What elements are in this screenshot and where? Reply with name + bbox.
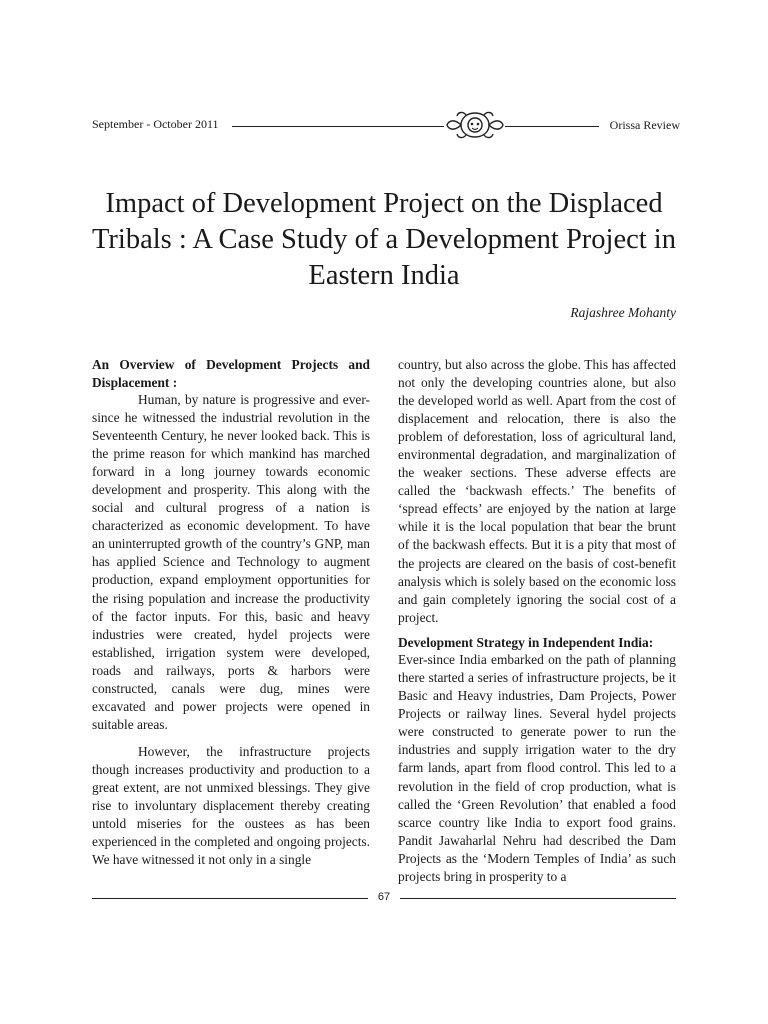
footer-rule-left: [92, 898, 368, 899]
left-column: [92, 356, 370, 869]
page-footer: [92, 890, 676, 908]
body-paragraph: However, the infrastructure projects though increases productivity and production to a great extent, are not unmixed blessings. They give rise to involuntary displacement thereby creating untold miseries for the oustees as has been experienced in the completed and ongoing projects. We have witnessed it not only in a single: [92, 743, 370, 868]
issue-date: September - October 2011: [92, 117, 219, 131]
body-paragraph: country, but also across the globe. This has affected not only the developing countries alone, but also the developed world as well. Apart from the cost of displacement and relocation, there is also the problem of deforestation, loss of agricultural land, environmental degradation, and marginalization of the weaker sections. These adverse effects are called the ‘backwash effects.’ The benefits of ‘spread effects’ are enjoyed by the nation at large while it is the local population that bear the brunt of the backwash effects. But it is a pity that most of the projects are cleared on the basis of cost-benefit analysis which is solely based on the economic loss and gain completely ignoring the social cost of a project.: [398, 357, 676, 625]
header-rule-right: [505, 126, 599, 127]
section-heading-strategy: Development Strategy in Independent India:: [398, 634, 654, 650]
footer-rule-right: [400, 898, 676, 899]
right-column: [398, 356, 676, 886]
journal-name: Orissa Review: [609, 118, 680, 132]
body-paragraph: Ever-since India embarked on the path of planning there started a series of infrastructure projects, be it Basic and Heavy industries, Dam Projects, Power Projects or railway lines. Several hydel projects were constructed to generate power to run the industries and supply irrigation water to the dry farm lands, apart from flood control. This led to a revolution in the field of crop production, what is called the ‘Green Revolution’ that enabled a food scarce country like India to export food grains. Pandit Jawaharlal Nehru had described the Dam Projects as the ‘Modern Temples of India’ as such projects bring in prosperity to a: [398, 652, 676, 884]
decorative-ornament-icon: [444, 110, 506, 140]
section-heading-overview: An Overview of Development Projects and Displacement :: [92, 357, 370, 390]
article-title: Impact of Development Project on the Displaced Tribals : A Case Study of a Development Project in Eastern India: [92, 188, 676, 291]
page-number: 67: [377, 891, 391, 903]
article-author: Rajashree Mohanty: [570, 305, 676, 320]
header-rule-left: [232, 126, 444, 127]
page-header: [92, 110, 680, 140]
body-paragraph: Human, by nature is progressive and ever-since he witnessed the industrial revolution in the Seventeenth Century, he never looked back. This is the prime reason for which mankind has marched forward in a long journey towards economic development and prosperity. This along with the social and cultural progress of a nation is characterized as economic development. To have an uninterrupted growth of the country’s GNP, man has applied Science and Technology to augment production, expand employment opportunities for the rising population and increase the productivity of the factor inputs. For this, basic and heavy industries were created, hydel projects were established, irrigation system were developed, roads and railways, ports & harbors were constructed, canals were dug, mines were excavated and power projects were opened in suitable areas.: [92, 392, 370, 732]
